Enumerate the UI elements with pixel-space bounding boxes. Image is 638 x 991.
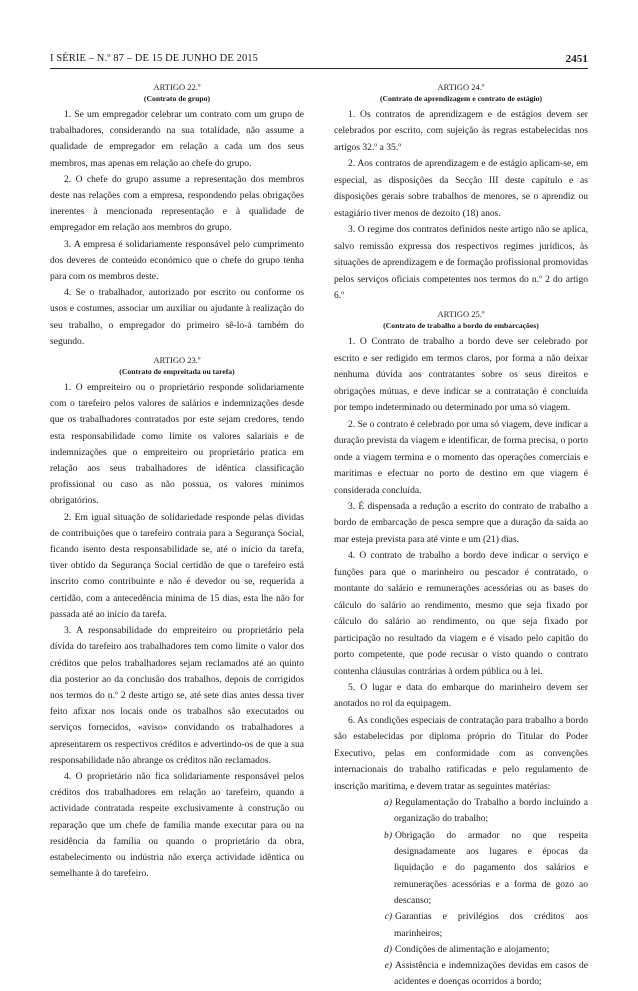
list-item-text: Garantias e privilégios dos créditos aos marinheiros; <box>394 911 588 939</box>
article-25-paragraph: 2. Se o contrato é celebrado por uma só viagem, deve indicar a duração prevista da viagem e identificar, de forma precisa, o porto onde a viagem termina e o momento das operações comerciais e marítimas e efectuar no porto de destino em que viagem é considerada concluída. <box>334 418 588 496</box>
article-24-title: (Contrato de aprendizagem e contrato de estágio) <box>379 94 543 103</box>
article-23-paragraph: 3. A responsabilidade do empreiteiro ou proprietário pela dívida do tarefeiro aos trabalhadores tem como limite o valor dos créditos que pelos trabalhadores sejam reclamados até ao quinto dia posterior ao da conclusão dos trabalhos, depois de corrigidos nos termos do n.º 2 deste artigo se, até sete dias antes dessa tiver feito afixar nos locais onde os trabalhos são executados ou serviços fornecidos, «aviso» convidando os trabalhadores a apresentarem os respectivos créditos e advertindo-os de que a sua responsabilidade não abrange os créditos não reclamados. <box>50 625 304 766</box>
list-item-text: Condições de alimentação e alojamento; <box>395 943 550 955</box>
article-24-label: ARTIGO 24.º <box>437 82 485 92</box>
article-22-paragraph: 3. A empresa é solidariamente responsável pelo cumprimento dos deveres de conteúdo económico que o chefe do grupo tenha para com os membros deste. <box>50 238 304 283</box>
article-25-title: (Contrato de trabalho a bordo de embarcações) <box>383 321 539 331</box>
article-23-label: ARTIGO 23.º <box>153 355 201 366</box>
list-item-label: e) <box>384 960 392 972</box>
article-25-paragraph: 6. As condições especiais de contratação para trabalho a bordo são estabelecidas por diploma próprio do Titular do Poder Executivo, pelas em conformidade com as convenções internacionais do trabalho ratificadas e pelo regulamento de inscrição marítima, e devem tratar as seguintes matérias: <box>334 714 588 792</box>
article-25-paragraph: 3. É dispensada a redução a escrito do contrato de trabalho a bordo de embarcação de pesca sempre que a duração da saída ao mar esteja prevista para até vinte e um (21) dias. <box>334 500 588 545</box>
article-25-paragraph: 5. O lugar e data do embarque do marinheiro devem ser anotados no rol da equipagem. <box>334 681 588 710</box>
list-item-label: c) <box>384 911 392 923</box>
article-24-paragraph: 3. O regime dos contratos definidos neste artigo não se aplica, salvo remissão expressa dos respectivos regimes jurídicos, às situações de aprendizagem e de formação profissional promovidas pelos serviços oficiais competentes nos termos do n.º 2 do artigo 6.º <box>334 224 588 301</box>
article-23-paragraph: 2. Em igual situação de solidariedade responde pelas dívidas de contribuições que o tarefeiro contraia para a Segurança Social, ficando isento desta responsabilidade se, até o início da tarefa, tiver obtido da Segurança Social certidão de que o tarefeiro está inscrito como contribuinte e não é devedor ou se, requerida a certidão, com a antecedência mínima de 15 dias, esta lhe não for passada até ao início da tarefa. <box>50 511 304 620</box>
article-25-label: ARTIGO 25.º <box>437 309 485 320</box>
article-25-paragraph: 4. O contrato de trabalho a bordo deve indicar o serviço e funções para que o marinheiro ou pescador é contratado, o montante do salário e remunerações acessórias ou as bases do cálculo do salário ao rendimento, mesmo que seja fixado por cálculo do salário ao rendimento, ou que seja fixado por participação no resultado da viagem e é visado pelo capitão do porto competente, que pode recusar o visto quando o contrato contenha cláusulas contrárias à ordem pública ou à lei. <box>334 550 588 677</box>
list-item-text: Assistência e indemnizações devidas em casos de acidentes e doenças ocorridos a bordo; <box>394 960 588 988</box>
page-header <box>50 53 588 69</box>
article-24-paragraph: 1. Os contratos de aprendizagem e de estágios devem ser celebrados por escrito, com sujeição às regras estabelecidas nos artigos 32.º a 35.º <box>334 109 588 153</box>
article-22-paragraph: 4. Se o trabalhador, autorizado por escrito ou conforme os usos e costumes, associar um auxiliar ou ajudante à realização do seu trabalho, o empregador do primeiro sê-lo-á também do segundo. <box>50 287 304 347</box>
list-item <box>334 909 588 942</box>
article-22-paragraph: 2. O chefe do grupo assume a representação dos membros deste nas relações com a empresa, respondendo pelas obrigações inerentes à mencionada representação e à qualidade de empregador em relação aos membros do grupo. <box>50 173 304 234</box>
page-number: 2451 <box>565 53 588 65</box>
list-item <box>334 795 588 828</box>
left-column <box>50 80 304 882</box>
article-24-paragraph: 2. Aos contratos de aprendizagem e de estágio aplicam-se, em especial, as disposições da Secção III deste capítulo e as disposições gerais sobre trabalhos de menores, se o aprendiz ou estagiário tiver menos de dezoito (18) anos. <box>334 158 588 219</box>
header-rule <box>50 68 588 69</box>
list-item-text: Obrigação do armador no que respeita designadamente aos lugares e épocas da liquidação e do pagamento dos salários e remunerações acessórias e a forma de gozo ao descanso; <box>394 829 588 906</box>
list-item-label: a) <box>384 797 392 809</box>
list-item <box>334 828 588 909</box>
article-22-label: ARTIGO 22.º <box>153 82 201 92</box>
list-item-label: b) <box>384 829 392 841</box>
gazette-issue-line: I SÉRIE – N.º 87 – DE 15 DE JUNHO DE 2015 <box>50 53 259 64</box>
list-item <box>334 942 588 958</box>
article-22-paragraph: 1. Se um empregador celebrar um contrato com um grupo de trabalhadores, considerando na sua totalidade, não assume a qualidade de empregador em relação a cada um dos seus membros, mas apenas em relação ao chefe do grupo. <box>50 109 304 169</box>
list-item-label: d) <box>384 943 392 955</box>
list-item-text: Regulamentação do Trabalho a bordo incluindo a organização do trabalho; <box>394 797 588 825</box>
list-item <box>334 958 588 991</box>
article-22-title: (Contrato de grupo) <box>143 94 211 103</box>
article-25-paragraph: 1. O Contrato de trabalho a bordo deve ser celebrado por escrito e ser redigido em termos claros, por forma a não deixar nenhuma dúvida aos contratantes sobre os seus direitos e obrigações mútuas, e deve indicar se a contratação é concluída por tempo indeterminado ou determinado por uma só viagem. <box>334 336 588 414</box>
article-23-paragraph: 4. O proprietário não fica solidariamente responsável pelos créditos dos trabalhadores em relação ao tarefeiro, quando a actividade contratada respeite exclusivamente à construção ou reparação que um chefe de família mande executar para ou na residência da família ou quando o proprietário da obra, estabelecimento ou indústria não exerça actividade idêntica ou semelhante à do tarefeiro. <box>50 770 304 880</box>
right-column <box>334 80 588 991</box>
article-23-paragraph: 1. O empreiteiro ou o proprietário responde solidariamente com o tarefeiro pelos valores de salários e indemnizações desde que os trabalhadores contratados por este sejam credores, tendo esta responsabilidade como limite os valores salariais e de indemnizações que o empreiteiro ou proprietário pratica em relação aos seus trabalhadores de idêntica classificação profissional ou caso as não possua, os valores mínimos obrigatórios. <box>50 382 304 507</box>
article-23-title: (Contrato de empreitada ou tarefa) <box>119 367 235 377</box>
